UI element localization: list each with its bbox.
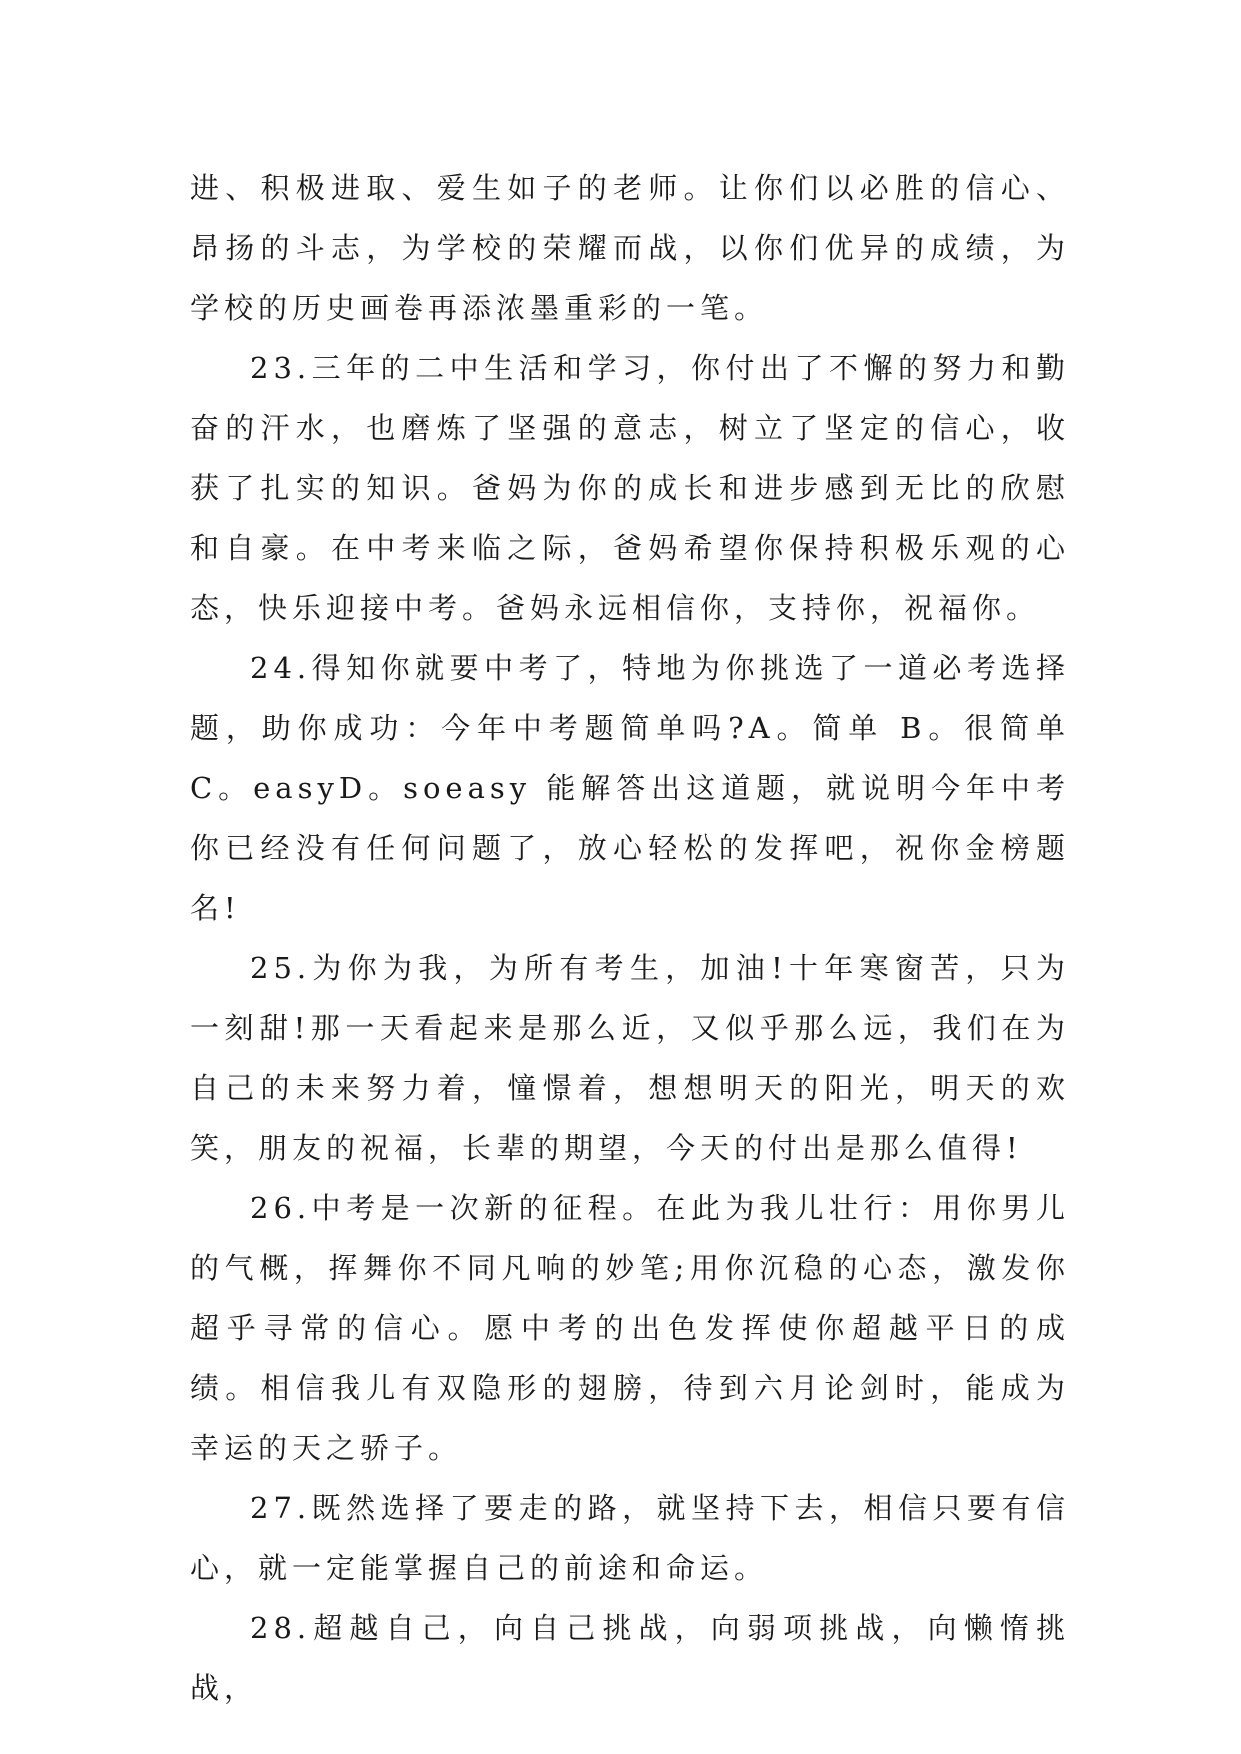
paragraph-26: 26.中考是一次新的征程。在此为我儿壮行：用你男儿的气概，挥舞你不同凡响的妙笔;用你沉稳的心态，激发你超乎寻常的信心。愿中考的出色发挥使你超越平日的成绩。相信我儿有双隐形的翅膀，待到六月论剑时，能成为幸运的天之骄子。 [190,1191,1070,1465]
body-text [190,158,1070,1718]
paragraph-28: 28.超越自己，向自己挑战，向弱项挑战，向懒惰挑战， [190,1611,1070,1705]
paragraph-27: 27.既然选择了要走的路，就坚持下去，相信只要有信心，就一定能掌握自己的前途和命运。 [190,1491,1070,1585]
paragraph-continuation: 进、积极进取、爱生如子的老师。让你们以必胜的信心、昂扬的斗志，为学校的荣耀而战，以你们优异的成绩，为学校的历史画卷再添浓墨重彩的一笔。 [190,171,1070,325]
paragraph-23: 23.三年的二中生活和学习，你付出了不懈的努力和勤奋的汗水，也磨炼了坚强的意志，树立了坚定的信心，收获了扎实的知识。爸妈为你的成长和进步感到无比的欣慰和自豪。在中考来临之际，爸妈希望你保持积极乐观的心态，快乐迎接中考。爸妈永远相信你，支持你，祝福你。 [190,351,1070,625]
paragraph-25: 25.为你为我，为所有考生，加油!十年寒窗苦，只为一刻甜!那一天看起来是那么近，又似乎那么远，我们在为自己的未来努力着，憧憬着，想想明天的阳光，明天的欢笑，朋友的祝福，长辈的期望，今天的付出是那么值得! [190,951,1070,1165]
paragraph-24: 24.得知你就要中考了，特地为你挑选了一道必考选择题，助你成功：今年中考题简单吗?A。简单 B。很简单 C。easyD。soeasy 能解答出这道题，就说明今年中考你已经没有任何问题了，放心轻松的发挥吧，祝你金榜题名! [190,651,1070,925]
